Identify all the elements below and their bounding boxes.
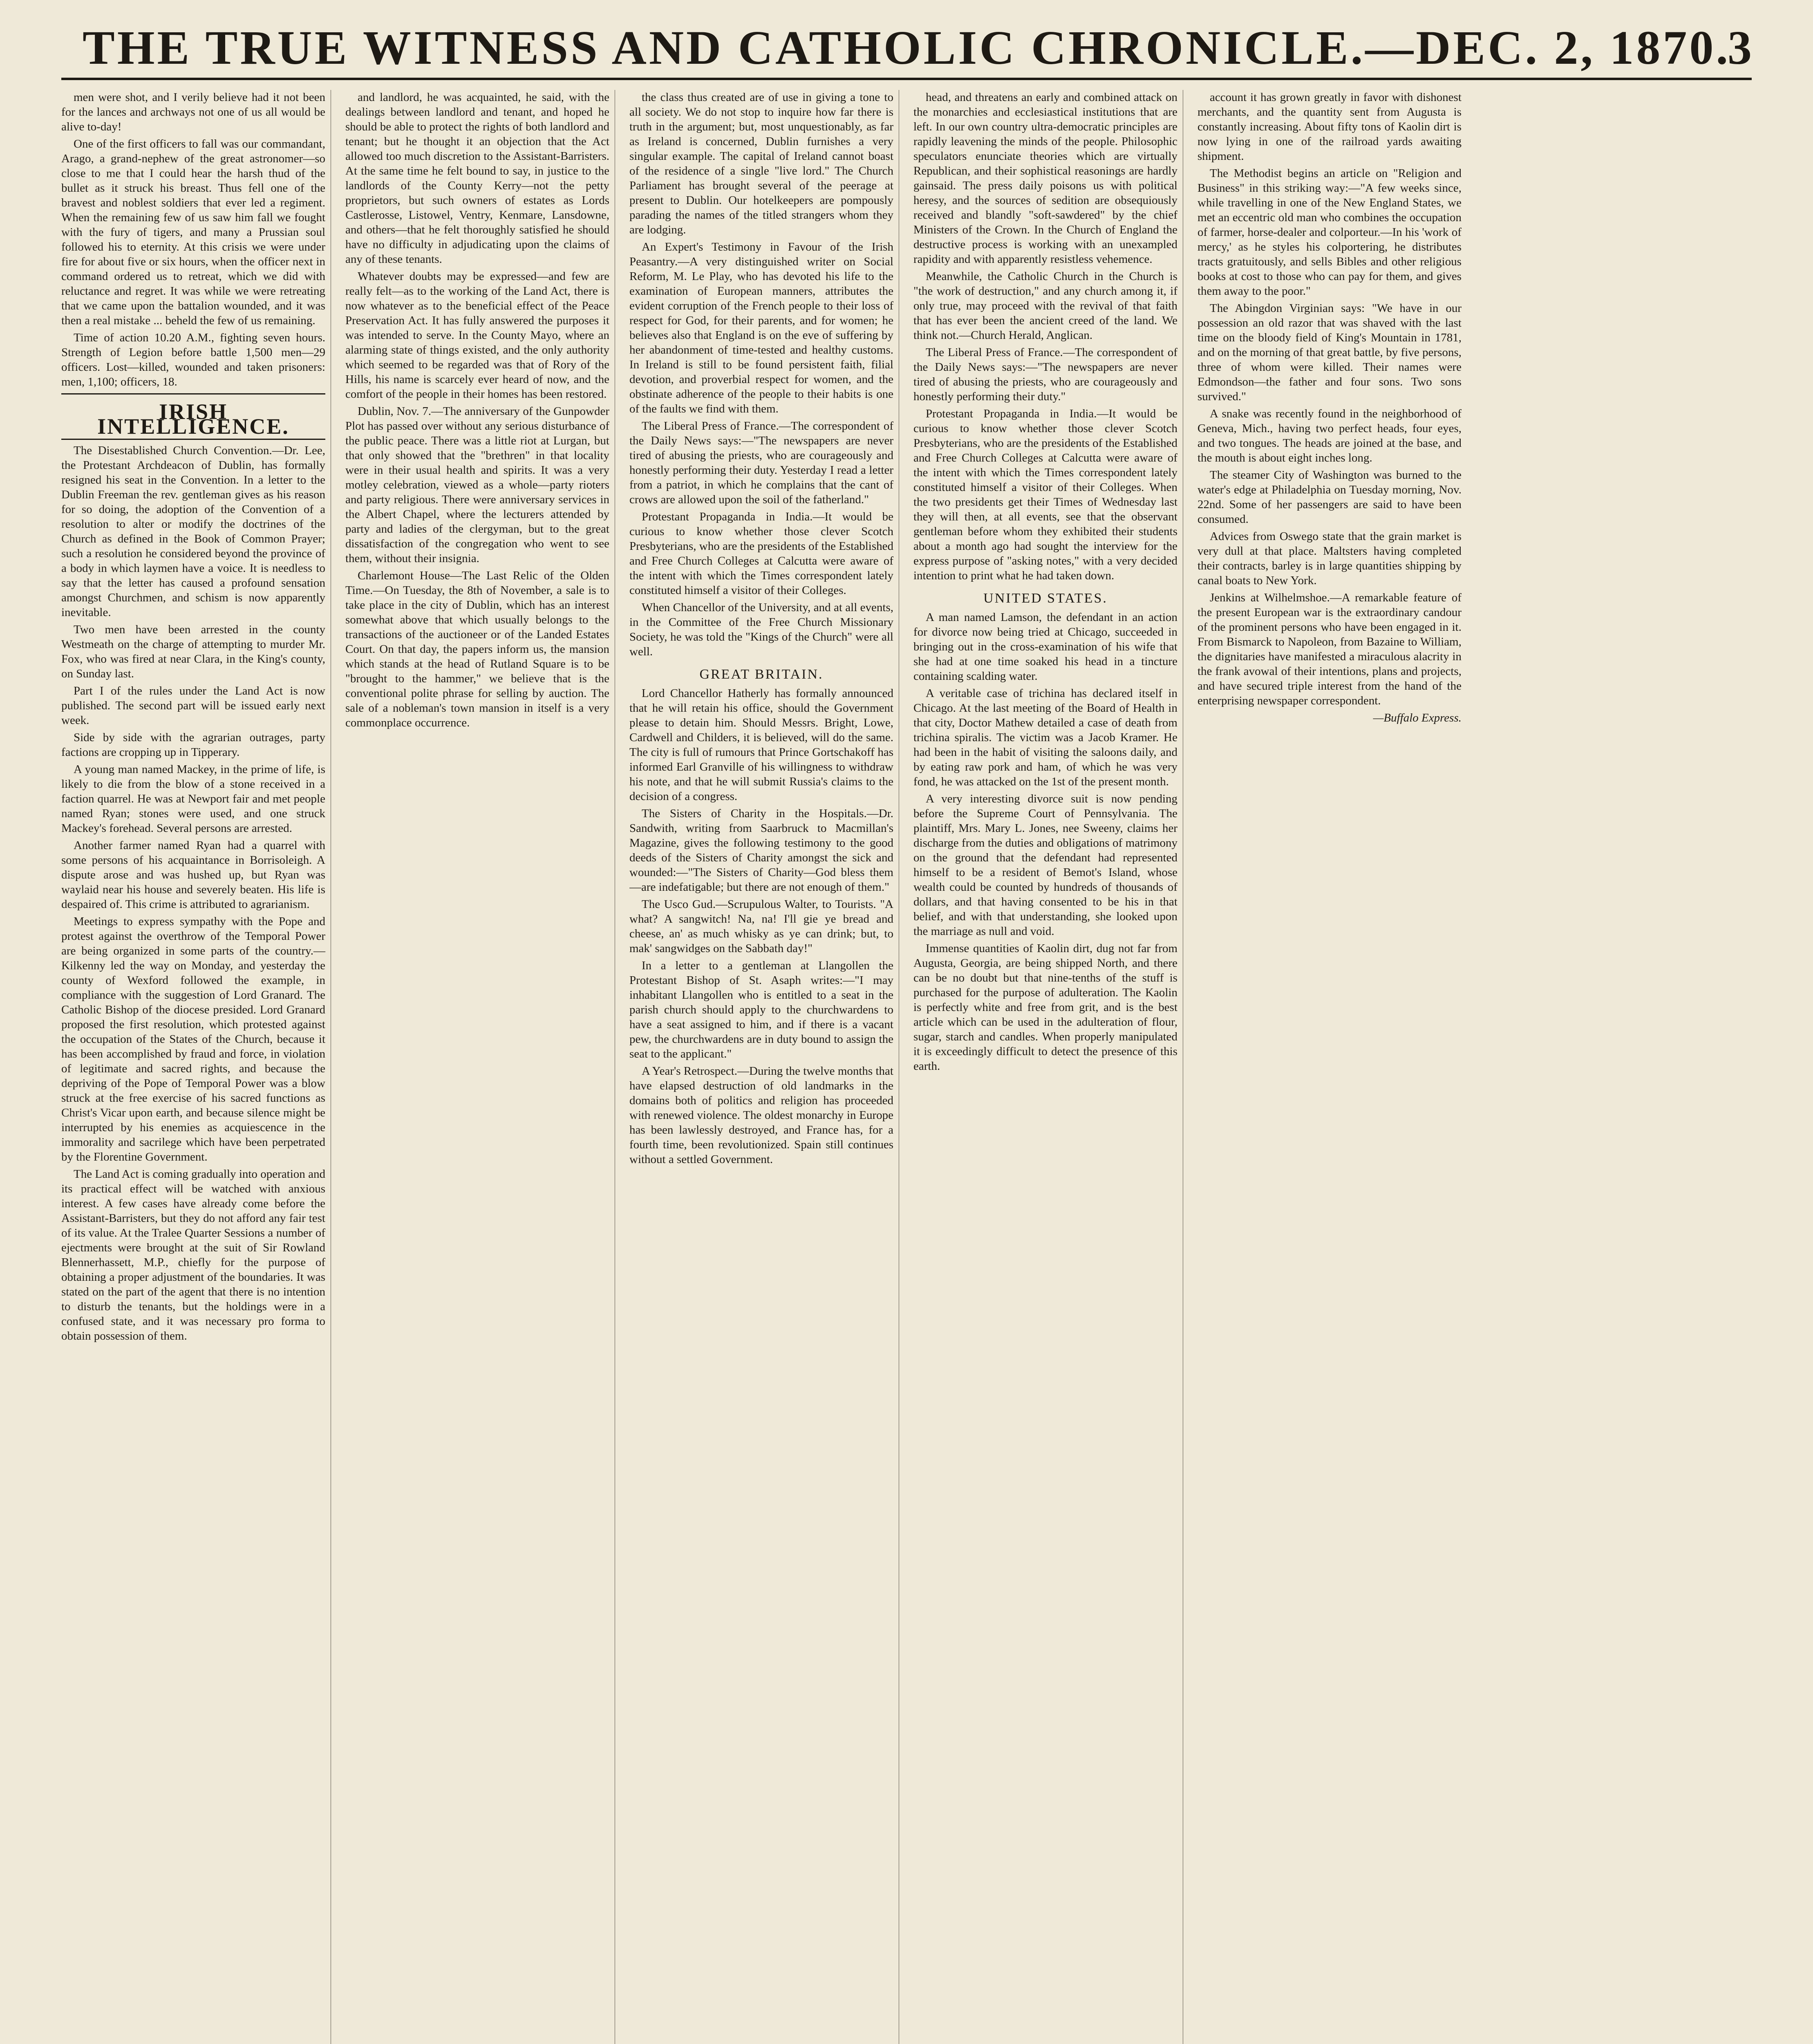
columns xyxy=(61,90,1752,2044)
section-heading-united-states: UNITED STATES. xyxy=(983,591,1108,606)
article-paragraph: Advices from Oswego state that the grain market is very dull at that place. Maltsters having completed their contracts, barley is in large quantities shipping by canal boats to New York. xyxy=(1197,530,1462,587)
column-4 xyxy=(913,90,1183,2044)
column-5 xyxy=(1197,90,1752,2044)
article-paragraph: Meetings to express sympathy with the Pope and protest against the overthrow of the Temporal Power are being organized in some parts of the country.—Kilkenny led the way on Monday, and yesterday the county of Wexford followed the example, in compliance with the suggestion of Lord Granard. The Catholic Bishop of the diocese presided. Lord Granard proposed the first resolution, which protested against the occupation of the States of the Church, because it has been accomplished by fraud and force, in violation of legitimate and sacred rights, and because the depriving of the Pope of Temporal Power was a blow struck at the free exercise of his sacred functions as Christ's Vicar upon earth, and because silence might be interrupted by his enemies as acquiescence in the immorality and sacrilege which have been perpetrated by the Florentine Government. xyxy=(61,915,325,1163)
article-paragraph: Side by side with the agrarian outrages, party factions are cropping up in Tipperary. xyxy=(61,731,325,759)
article-paragraph: The Disestablished Church Convention.—Dr. Lee, the Protestant Archdeacon of Dublin, has formally resigned his seat in the Convention. In a letter to the Dublin Freeman the rev. gentleman gives as his reason for so doing, the adoption of the Convention of a resolution to alter or modify the doctrines of the Church as defined in the Book of Common Prayer; such a resolution he considered beyond the province of a body in which laymen have a voice. It is needless to say that the letter has caused a profound sensation amongst Churchmen, and schism is now apparently inevitable. xyxy=(61,444,325,619)
article-paragraph: Part I of the rules under the Land Act is now published. The second part will be issued early next week. xyxy=(61,684,325,727)
article-paragraph: Dublin, Nov. 7.—The anniversary of the Gunpowder Plot has passed over without any serious disturbance of the public peace. There was a little riot at Lurgan, but that only showed that the "brethren" in that locality were in their usual health and spirits. It was a very motley celebration, viewed as a whole—party rioters and party religious. There were anniversary services in the Albert Chapel, where the lecturers attended by party and ladies of the clergyman, but to the great dissatisfaction of the congregation who went to see them, without their insignia. xyxy=(345,405,609,565)
article-paragraph: Meanwhile, the Catholic Church in the Church is "the work of destruction," and any church among it, if only true, may proceed with the revival of that faith that has ever been the ancient creed of the land. We think not.—Church Herald, Anglican. xyxy=(913,270,1177,342)
article-paragraph: The Abingdon Virginian says: "We have in our possession an old razor that was shaved with the last time on the bloody field of King's Mountain in 1781, and on the morning of that great battle, by five persons, three of whom were killed. Their names were Edmondson—the father and four sons. Two sons survived." xyxy=(1197,302,1462,403)
article-paragraph: A very interesting divorce suit is now pending before the Supreme Court of Pennsylvania. The plaintiff, Mrs. Mary L. Jones, nee Sweeny, claims her discharge from the duties and obligations of matrimony on the ground that the defendant had represented himself to be a resident of Bemot's Island, whose wealth could be counted by hundreds of thousands of dollars, and that having consented to be his in that belief, and with that understanding, she looked upon the marriage as null and void. xyxy=(913,792,1177,938)
article-paragraph: The Methodist begins an article on "Religion and Business" in this striking way:—"A few weeks since, while travelling in one of the New England States, we met an eccentric old man who combines the occupation of farmer, horse-dealer and colporteur.—In his 'work of mercy,' as he styles his colportering, he distributes tracts gratuitously, and sells Bibles and other religious books at cost to those who can pay for them, and gives them away to the poor." xyxy=(1197,167,1462,298)
section-rule xyxy=(61,439,325,440)
article-paragraph: head, and threatens an early and combined attack on the monarchies and ecclesiastical institutions that are left. In our own country ultra-democratic principles are rapidly leavening the minds of the people. Philosophic speculators enunciate theories which are virtually Republican, and their sophistical reasonings are hardly gainsaid. The press daily poisons us with political heresy, and the sources of sedition are obsequiously received and blandly "soft-sawdered" by the chief Ministers of the Crown. In the Church of England the destructive process is working with an unexampled rapidity and with apparently resistless vehemence. xyxy=(913,91,1177,266)
article-paragraph: Jenkins at Wilhelmshoe.—A remarkable feature of the present European war is the extraordinary candour of the prominent persons who have been engaged in it. From Bismarck to Napoleon, from Bazaine to William, the dignitaries have manifested a miraculous alacrity in the frank avowal of their intentions, plans and projects, and have secured triple interest from the hand of the enterprising newspaper correspondent. xyxy=(1197,591,1462,707)
article-paragraph: The Usco Gud.—Scrupulous Walter, to Tourists. "A what? A sangwitch! Na, na! I'll gie ye bread and cheese, an' as much whisky as ye can drink; but, to mak' sangwidges on the Sabbath day!" xyxy=(629,898,893,955)
article-paragraph: A man named Lamson, the defendant in an action for divorce now being tried at Chicago, succeeded in bringing out in the cross-examination of his wife that she had at one time soaked his head in a tincture containing scalding water. xyxy=(913,611,1177,683)
section-rule xyxy=(61,393,325,394)
column-1 xyxy=(61,90,331,2044)
article-paragraph: The Liberal Press of France.—The correspondent of the Daily News says:—"The newspapers are never tired of abusing the priests, who are courageously and honestly performing their duty. Yesterday I read a letter from a patriot, in which he complains that the cant of crows are allowed upon the soil of the fatherland." xyxy=(629,419,893,506)
article-paragraph: The Sisters of Charity in the Hospitals.—Dr. Sandwith, writing from Saarbruck to Macmillan's Magazine, gives the following testimony to the good deeds of the Sisters of Charity amongst the sick and wounded:—"The Sisters of Charity—God bless them—are indefatigable; but there are not enough of them." xyxy=(629,807,893,894)
article-paragraph: The steamer City of Washington was burned to the water's edge at Philadelphia on Tuesday morning, Nov. 22nd. Some of her passengers are said to have been consumed. xyxy=(1197,468,1462,526)
source-attribution: —Buffalo Express. xyxy=(1373,711,1462,724)
section-heading-irish: IRISH INTELLIGENCE. xyxy=(97,399,289,439)
article-paragraph: When Chancellor of the University, and at all events, in the Committee of the Free Church Missionary Society, he was told the "Kings of the Church" were all well. xyxy=(629,601,893,658)
article-paragraph: An Expert's Testimony in Favour of the Irish Peasantry.—A very distinguished writer on Social Reform, M. Le Play, who has devoted his life to the examination of European manners, attributes the evident corruption of the French people to their loss of respect for God, for their parents, and for women; he believes also that England is on the eve of suffering by her abandonment of time-tested and healthy customs. In Ireland is still to be found persistent faith, filial devotion, and proverbial respect for women, and the obstinate adherence of the people to their habits is one of the faults we find with them. xyxy=(629,240,893,415)
article-paragraph: A young man named Mackey, in the prime of life, is likely to die from the blow of a stone received in a faction quarrel. He was at Newport fair and met people named Ryan; stones were used, and one struck Mackey's forehead. Several persons are arrested. xyxy=(61,763,325,835)
masthead xyxy=(61,16,1752,80)
section-heading-great-britain: GREAT BRITAIN. xyxy=(699,667,824,682)
article-paragraph: men were shot, and I verily believe had it not been for the lances and archways not one of us all would be alive to-day! xyxy=(61,91,325,133)
article-paragraph: Protestant Propaganda in India.—It would be curious to know whether those clever Scotch Presbyterians, who are the presidents of the Established and Free Church Colleges at Calcutta were aware of the intent with which the Times correspondent lately constituted himself a visitor of their Colleges. When the two presidents get their Times of Wednesday last they will then, at all events, see that the observant gentleman before whom they exhibited their students about a month ago had sought the interview for the express purpose of "asking notes," with a very decided intention to print what he had taken down. xyxy=(913,407,1177,582)
article-paragraph: Lord Chancellor Hatherly has formally announced that he will retain his office, should the Government please to detain him. Should Messrs. Bright, Lowe, Cardwell and Childers, it is believed, will do the same. The city is full of rumours that Prince Gortschakoff has informed Earl Granville of his willingness to withdraw his note, and that he will submit Russia's claims to the decision of a congress. xyxy=(629,687,893,803)
article-paragraph: Whatever doubts may be expressed—and few are really felt—as to the working of the Land Act, there is now whatever as to the beneficial effect of the Peace Preservation Act. It has fully answered the purposes it was intended to serve. In the County Mayo, where an alarming state of things existed, and the only authority which seemed to be regarded was that of Rory of the Hills, his name is scarcely ever heard of now, and the comfort of the people in their homes has been restored. xyxy=(345,270,609,401)
article-paragraph: Time of action 10.20 A.M., fighting seven hours. Strength of Legion before battle 1,500 men—29 officers. Lost—killed, wounded and taken prisoners: men, 1,100; officers, 18. xyxy=(61,331,325,388)
article-paragraph: The Liberal Press of France.—The correspondent of the Daily News says:—"The newspapers are never tired of abusing the priests, who are courageously and honestly performing their duty." xyxy=(913,346,1177,403)
article-paragraph: Charlemont House—The Last Relic of the Olden Time.—On Tuesday, the 8th of November, a sale is to take place in the city of Dublin, which has an interest somewhat above that which usually belongs to the transactions of the auctioneer or of the Landed Estates Court. On that day, the papers inform us, the mansion which stands at the head of Rutland Square is to be "brought to the hammer," we believe that is the conventional polite phrase for selling by auction. The sale of a nobleman's town mansion in itself is a very commonplace occurrence. xyxy=(345,569,609,729)
article-paragraph: the class thus created are of use in giving a tone to all society. We do not stop to inquire how far there is truth in the argument; but, most unquestionably, as far as Ireland is concerned, Dublin furnishes a very singular example. The capital of Ireland cannot boast of the residence of a single "live lord." The Church Parliament has brought several of the peerage at present to Dublin. Our hotelkeepers are pompously parading the names of the titled strangers whom they are lodging. xyxy=(629,91,893,236)
article-paragraph: In a letter to a gentleman at Llangollen the Protestant Bishop of St. Asaph writes:—"I may inhabitant Llangollen who is entitled to a seat in the parish church should apply to the churchwardens to have a seat assigned to him, and if there is a vacant pew, the churchwardens are in duty bound to assign the seat to the applicant." xyxy=(629,959,893,1060)
article-paragraph: The Land Act is coming gradually into operation and its practical effect will be watched with anxious interest. A few cases have already come before the Assistant-Barristers, but they do not afford any fair test of its value. At the Tralee Quarter Sessions a number of ejectments were brought at the suit of Sir Rowland Blennerhassett, M.P., chiefly for the purpose of obtaining a proper adjustment of the boundaries. It was stated on the part of the agent that there is no intention to disturb the tenants, but the holdings were in a confused state, and it was necessary pro forma to obtain possession of them. xyxy=(61,1168,325,1342)
article-paragraph: A snake was recently found in the neighborhood of Geneva, Mich., having two perfect heads, four eyes, and two tongues. The heads are joined at the base, and the mouth is about eight inches long. xyxy=(1197,407,1462,464)
article-paragraph: One of the first officers to fall was our commandant, Arago, a grand-nephew of the great astronomer—so close to me that I could hear the harsh thud of the bullet as it struck his breast. Thus fell one of the bravest and noblest soldiers that ever led a regiment. When the remaining few of us saw him fall we fought with the fury of tigers, and many a Prussian soul followed his to eternity. At this crisis we were under fire for about five or six hours, when the officer next in command ordered us to retreat, which we did with reluctance and regret. It was while we were retreating that we came upon the battalion wounded, and it was then a real mistake ... beheld the few of us remaining. xyxy=(61,137,325,327)
article-paragraph: account it has grown greatly in favor with dishonest merchants, and the quantity sent from Augusta is constantly increasing. About fifty tons of Kaolin dirt is now lying in one of the railroad yards awaiting shipment. xyxy=(1197,91,1462,163)
article-paragraph: Protestant Propaganda in India.—It would be curious to know whether those clever Scotch Presbyterians, who are the presidents of the Established and Free Church Colleges at Calcutta were aware of the intent with which the Times correspondent lately constituted himself a visitor of their Colleges. xyxy=(629,510,893,597)
article-paragraph: A Year's Retrospect.—During the twelve months that have elapsed destruction of old landmarks in the domains both of politics and religion has proceeded with renewed violence. The oldest monarchy in Europe has been lawlessly destroyed, and France has, for a fourth time, been revolutionized. Spain still continues without a settled Government. xyxy=(629,1065,893,1166)
article-paragraph: Immense quantities of Kaolin dirt, dug not far from Augusta, Georgia, are being shipped North, and there can be no doubt but that nine-tenths of the stuff is purchased for the purpose of adulteration. The Kaolin is perfectly white and free from grit, and is the best article which can be used in the adulteration of flour, sugar, starch and candles. When properly manipulated it is exceedingly difficult to detect the presence of this earth. xyxy=(913,942,1177,1073)
article-paragraph: A veritable case of trichina has declared itself in Chicago. At the last meeting of the Board of Health in that city, Doctor Mathew detailed a case of death from trichina spiralis. The victim was a Jacob Kramer. He had been in the habit of visiting the saloons daily, and by eating raw pork and ham, of which he was very fond, he was attacked on the 1st of the present month. xyxy=(913,687,1177,788)
page-number: 3 xyxy=(1728,21,1752,74)
article-paragraph: Two men have been arrested in the county Westmeath on the charge of attempting to murder Mr. Fox, who was fired at near Clara, in the King's county, on Sunday last. xyxy=(61,623,325,680)
column-2 xyxy=(345,90,615,2044)
article-paragraph: Another farmer named Ryan had a quarrel with some persons of his acquaintance in Borrisoleigh. A dispute arose and was hushed up, but Ryan was waylaid near his house and severely beaten. His life is despaired of. This crime is attributed to agrarianism. xyxy=(61,839,325,911)
newspaper-title: THE TRUE WITNESS AND CATHOLIC CHRONICLE.—DEC. 2, 1870. xyxy=(83,21,1730,74)
column-3 xyxy=(629,90,899,2044)
article-paragraph: and landlord, he was acquainted, he said, with the dealings between landlord and tenant, and hoped he should be able to protect the rights of both landlord and tenant; but he thought it an objection that the Act allowed too much discretion to the Assistant-Barristers. At the same time he felt bound to say, in justice to the landlords of the County Kerry—not the petty proprietors, but such owners of estates as Lords Castlerosse, Listowel, Ventry, Kenmare, Lansdowne, and others—that he felt thoroughly satisfied he should have no difficulty in adjudicating upon the claims of any of these tenants. xyxy=(345,91,609,266)
